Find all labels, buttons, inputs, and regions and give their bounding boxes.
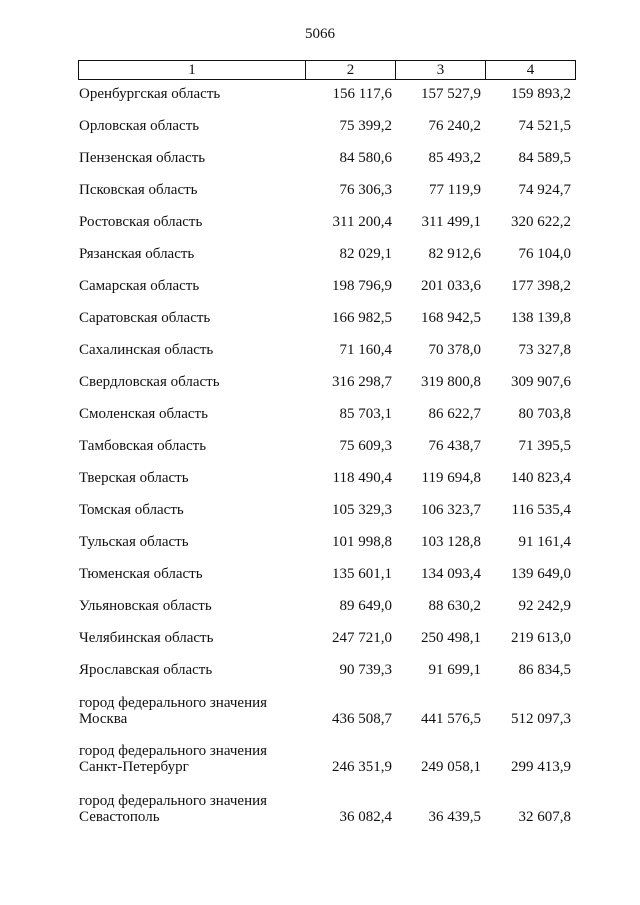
value-col-2: 156 117,6 xyxy=(332,86,392,102)
value-col-4: 140 823,4 xyxy=(511,470,571,486)
value-col-4: 219 613,0 xyxy=(511,630,571,646)
value-col-3: 106 323,7 xyxy=(421,502,481,518)
value-col-2: 247 721,0 xyxy=(332,630,392,646)
value-col-3: 119 694,8 xyxy=(421,470,481,486)
region-name-line: Санкт-Петербург xyxy=(79,759,189,775)
value-col-4: 74 521,5 xyxy=(518,118,571,134)
value-col-2: 166 982,5 xyxy=(332,310,392,326)
value-col-2: 36 082,4 xyxy=(339,809,392,825)
value-col-3: 91 699,1 xyxy=(428,662,481,678)
value-col-3: 319 800,8 xyxy=(421,374,481,390)
value-col-4: 138 139,8 xyxy=(511,310,571,326)
region-name-line: Тюменская область xyxy=(79,566,203,582)
region-name-line: Томская область xyxy=(79,502,184,518)
value-col-2: 436 508,7 xyxy=(332,711,392,727)
value-col-3: 70 378,0 xyxy=(428,342,481,358)
column-header-row xyxy=(79,61,576,80)
value-col-4: 92 242,9 xyxy=(518,598,571,614)
value-col-4: 71 395,5 xyxy=(518,438,571,454)
value-col-3: 201 033,6 xyxy=(421,278,481,294)
region-name-line: Самарская область xyxy=(79,278,200,294)
value-col-4: 159 893,2 xyxy=(511,86,571,102)
column-header-3: 3 xyxy=(396,61,486,80)
column-header-2: 2 xyxy=(306,61,396,80)
region-name-line: Орловская область xyxy=(79,118,200,134)
value-col-3: 168 942,5 xyxy=(421,310,481,326)
value-col-3: 86 622,7 xyxy=(428,406,481,422)
value-col-4: 512 097,3 xyxy=(511,711,571,727)
value-col-2: 85 703,1 xyxy=(339,406,392,422)
value-col-3: 82 912,6 xyxy=(428,246,481,262)
value-col-4: 139 649,0 xyxy=(511,566,571,582)
value-col-3: 85 493,2 xyxy=(428,150,481,166)
value-col-2: 105 329,3 xyxy=(332,502,392,518)
region-name-line: Тверская область xyxy=(79,470,189,486)
value-col-4: 73 327,8 xyxy=(518,342,571,358)
value-col-2: 90 739,3 xyxy=(339,662,392,678)
region-name-line: Рязанская область xyxy=(79,246,195,262)
value-col-2: 84 580,6 xyxy=(339,150,392,166)
region-name-line: Псковская область xyxy=(79,182,198,198)
region-name-line: Оренбургская область xyxy=(79,86,221,102)
column-header-4: 4 xyxy=(486,61,576,80)
region-name-line: Сахалинская область xyxy=(79,342,214,358)
region-name-line: Севастополь xyxy=(79,809,160,825)
value-col-4: 320 622,2 xyxy=(511,214,571,230)
region-name-line: город федерального значения xyxy=(79,695,268,711)
value-col-3: 77 119,9 xyxy=(429,182,481,198)
value-col-2: 75 609,3 xyxy=(339,438,392,454)
value-col-4: 74 924,7 xyxy=(518,182,571,198)
value-col-3: 36 439,5 xyxy=(428,809,481,825)
region-name-line: город федерального значения xyxy=(79,743,268,759)
value-col-3: 88 630,2 xyxy=(428,598,481,614)
region-name-line: Ульяновская область xyxy=(79,598,212,614)
region-name-line: Саратовская область xyxy=(79,310,211,326)
value-col-2: 76 306,3 xyxy=(339,182,392,198)
column-header-1: 1 xyxy=(79,61,306,80)
value-col-2: 101 998,8 xyxy=(332,534,392,550)
value-col-2: 198 796,9 xyxy=(332,278,392,294)
value-col-3: 76 438,7 xyxy=(428,438,481,454)
region-name-line: Смоленская область xyxy=(79,406,208,422)
region-name-line: Челябинская область xyxy=(79,630,214,646)
region-name-line: город федерального значения xyxy=(79,793,268,809)
region-name-line: Москва xyxy=(79,711,128,727)
column-header-table xyxy=(78,60,576,80)
value-col-4: 80 703,8 xyxy=(518,406,571,422)
value-col-2: 75 399,2 xyxy=(339,118,392,134)
value-col-2: 135 601,1 xyxy=(332,566,392,582)
value-col-4: 116 535,4 xyxy=(511,502,571,518)
value-col-2: 316 298,7 xyxy=(332,374,392,390)
region-name-line: Тульская область xyxy=(79,534,189,550)
value-col-3: 103 128,8 xyxy=(421,534,481,550)
value-col-4: 299 413,9 xyxy=(511,759,571,775)
value-col-4: 177 398,2 xyxy=(511,278,571,294)
value-col-3: 134 093,4 xyxy=(421,566,481,582)
value-col-2: 118 490,4 xyxy=(332,470,392,486)
value-col-3: 311 499,1 xyxy=(421,214,481,230)
value-col-4: 86 834,5 xyxy=(518,662,571,678)
region-name-line: Тамбовская область xyxy=(79,438,207,454)
value-col-4: 84 589,5 xyxy=(518,150,571,166)
value-col-2: 89 649,0 xyxy=(339,598,392,614)
value-col-4: 32 607,8 xyxy=(518,809,571,825)
value-col-3: 441 576,5 xyxy=(421,711,481,727)
value-col-4: 309 907,6 xyxy=(511,374,571,390)
value-col-3: 76 240,2 xyxy=(428,118,481,134)
value-col-2: 71 160,4 xyxy=(339,342,392,358)
value-col-2: 82 029,1 xyxy=(339,246,392,262)
page-number: 5066 xyxy=(305,26,335,42)
value-col-4: 91 161,4 xyxy=(518,534,571,550)
region-name-line: Пензенская область xyxy=(79,150,206,166)
region-name-line: Ростовская область xyxy=(79,214,203,230)
value-col-3: 250 498,1 xyxy=(421,630,481,646)
value-col-2: 311 200,4 xyxy=(332,214,392,230)
region-name-line: Ярославская область xyxy=(79,662,213,678)
value-col-3: 249 058,1 xyxy=(421,759,481,775)
value-col-3: 157 527,9 xyxy=(421,86,481,102)
region-name-line: Свердловская область xyxy=(79,374,220,390)
value-col-4: 76 104,0 xyxy=(518,246,571,262)
value-col-2: 246 351,9 xyxy=(332,759,392,775)
